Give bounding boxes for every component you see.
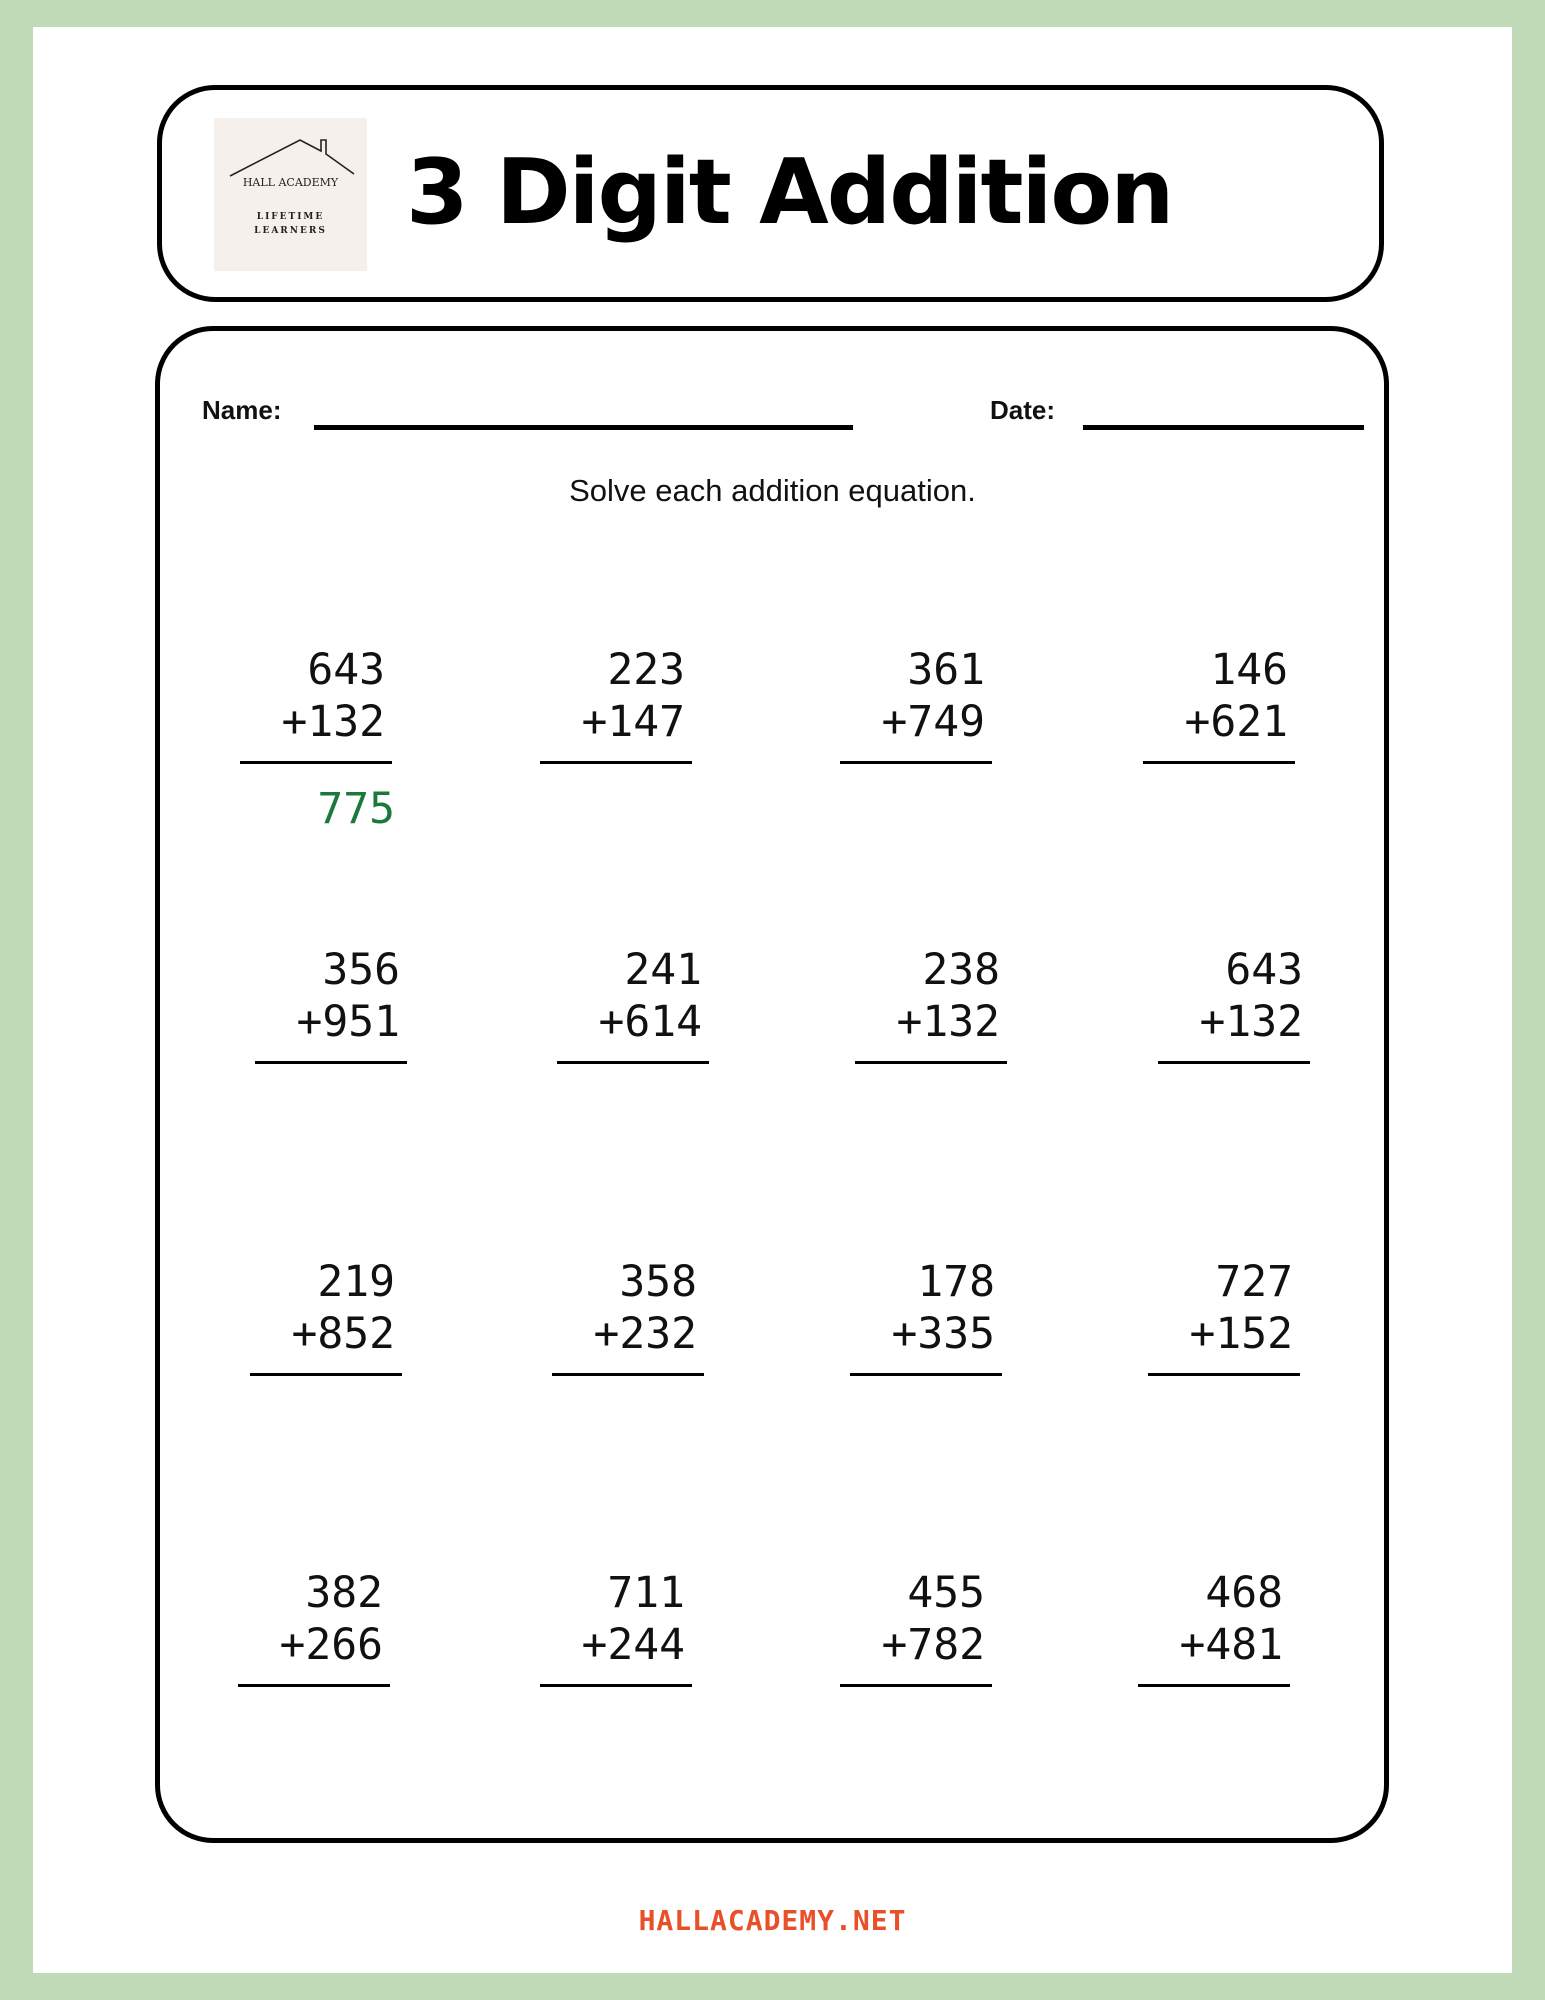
logo-name: HALL ACADEMY bbox=[242, 176, 339, 189]
addend-top: 643 bbox=[1225, 945, 1303, 995]
addend-bottom: +481 bbox=[1179, 1620, 1283, 1670]
date-field[interactable] bbox=[1083, 425, 1364, 430]
sum-line bbox=[840, 761, 992, 764]
problem-2 bbox=[525, 644, 695, 794]
addend-bottom: +132 bbox=[281, 697, 385, 747]
addend-top: 219 bbox=[317, 1257, 395, 1307]
addend-bottom: +147 bbox=[581, 697, 685, 747]
sum-line bbox=[1143, 761, 1295, 764]
problem-8 bbox=[1143, 944, 1313, 1094]
sum-line bbox=[850, 1373, 1002, 1376]
addend-top: 358 bbox=[619, 1257, 697, 1307]
problem-10 bbox=[537, 1256, 707, 1406]
addend-bottom: +132 bbox=[1199, 997, 1303, 1047]
date-label: Date: bbox=[990, 395, 1056, 425]
sum-line bbox=[840, 1684, 992, 1687]
addend-bottom: +621 bbox=[1184, 697, 1288, 747]
sum-line bbox=[540, 1684, 692, 1687]
addend-top: 356 bbox=[322, 945, 400, 995]
addend-top: 727 bbox=[1215, 1257, 1293, 1307]
name-label: Name: bbox=[202, 395, 282, 425]
sum-line bbox=[557, 1061, 709, 1064]
addend-top: 455 bbox=[907, 1568, 985, 1618]
addend-bottom: +335 bbox=[891, 1309, 995, 1359]
addend-top: 361 bbox=[907, 645, 985, 695]
sum-line bbox=[1148, 1373, 1300, 1376]
page-title: 3 Digit Addition bbox=[406, 140, 1173, 245]
addend-top: 146 bbox=[1210, 645, 1288, 695]
sum-line bbox=[250, 1373, 402, 1376]
addend-bottom: +232 bbox=[593, 1309, 697, 1359]
problem-3 bbox=[825, 644, 995, 794]
addend-bottom: +951 bbox=[296, 997, 400, 1047]
problem-15 bbox=[825, 1567, 995, 1717]
sum-line bbox=[855, 1061, 1007, 1064]
addend-bottom: +266 bbox=[279, 1620, 383, 1670]
addend-bottom: +749 bbox=[881, 697, 985, 747]
sum-line bbox=[540, 761, 692, 764]
logo-tagline-line2: LEARNERS bbox=[254, 226, 327, 236]
sum-line bbox=[1138, 1684, 1290, 1687]
addend-bottom: +852 bbox=[291, 1309, 395, 1359]
addend-top: 223 bbox=[607, 645, 685, 695]
addend-bottom: +782 bbox=[881, 1620, 985, 1670]
problem-11 bbox=[835, 1256, 1005, 1406]
footer-website[interactable]: HALLACADEMY.NET bbox=[638, 1904, 907, 1937]
problem-1 bbox=[225, 644, 395, 834]
problem-5 bbox=[240, 944, 410, 1094]
house-roof-icon bbox=[214, 118, 367, 271]
problem-13 bbox=[223, 1567, 393, 1717]
problem-14 bbox=[525, 1567, 695, 1717]
addend-top: 238 bbox=[922, 945, 1000, 995]
hall-academy-logo bbox=[214, 118, 367, 271]
addend-bottom: +614 bbox=[598, 997, 702, 1047]
instructions-text: Solve each addition equation. bbox=[569, 473, 976, 508]
name-field[interactable] bbox=[314, 425, 853, 430]
answer-field[interactable]: 775 bbox=[317, 784, 395, 834]
problem-16 bbox=[1123, 1567, 1293, 1717]
logo-tagline bbox=[214, 210, 367, 238]
logo-tagline-line1: LIFETIME bbox=[256, 212, 325, 222]
problem-12 bbox=[1133, 1256, 1303, 1406]
addend-top: 711 bbox=[607, 1568, 685, 1618]
addend-top: 178 bbox=[917, 1257, 995, 1307]
problem-9 bbox=[235, 1256, 405, 1406]
sum-line bbox=[240, 761, 392, 764]
addend-bottom: +244 bbox=[581, 1620, 685, 1670]
problem-7 bbox=[840, 944, 1010, 1094]
addend-top: 643 bbox=[307, 645, 385, 695]
sum-line bbox=[1158, 1061, 1310, 1064]
sum-line bbox=[552, 1373, 704, 1376]
addend-top: 241 bbox=[624, 945, 702, 995]
addend-top: 382 bbox=[305, 1568, 383, 1618]
addend-top: 468 bbox=[1205, 1568, 1283, 1618]
problem-6 bbox=[542, 944, 712, 1094]
sum-line bbox=[238, 1684, 390, 1687]
sum-line bbox=[255, 1061, 407, 1064]
problem-4 bbox=[1128, 644, 1298, 794]
addend-bottom: +132 bbox=[896, 997, 1000, 1047]
addend-bottom: +152 bbox=[1189, 1309, 1293, 1359]
